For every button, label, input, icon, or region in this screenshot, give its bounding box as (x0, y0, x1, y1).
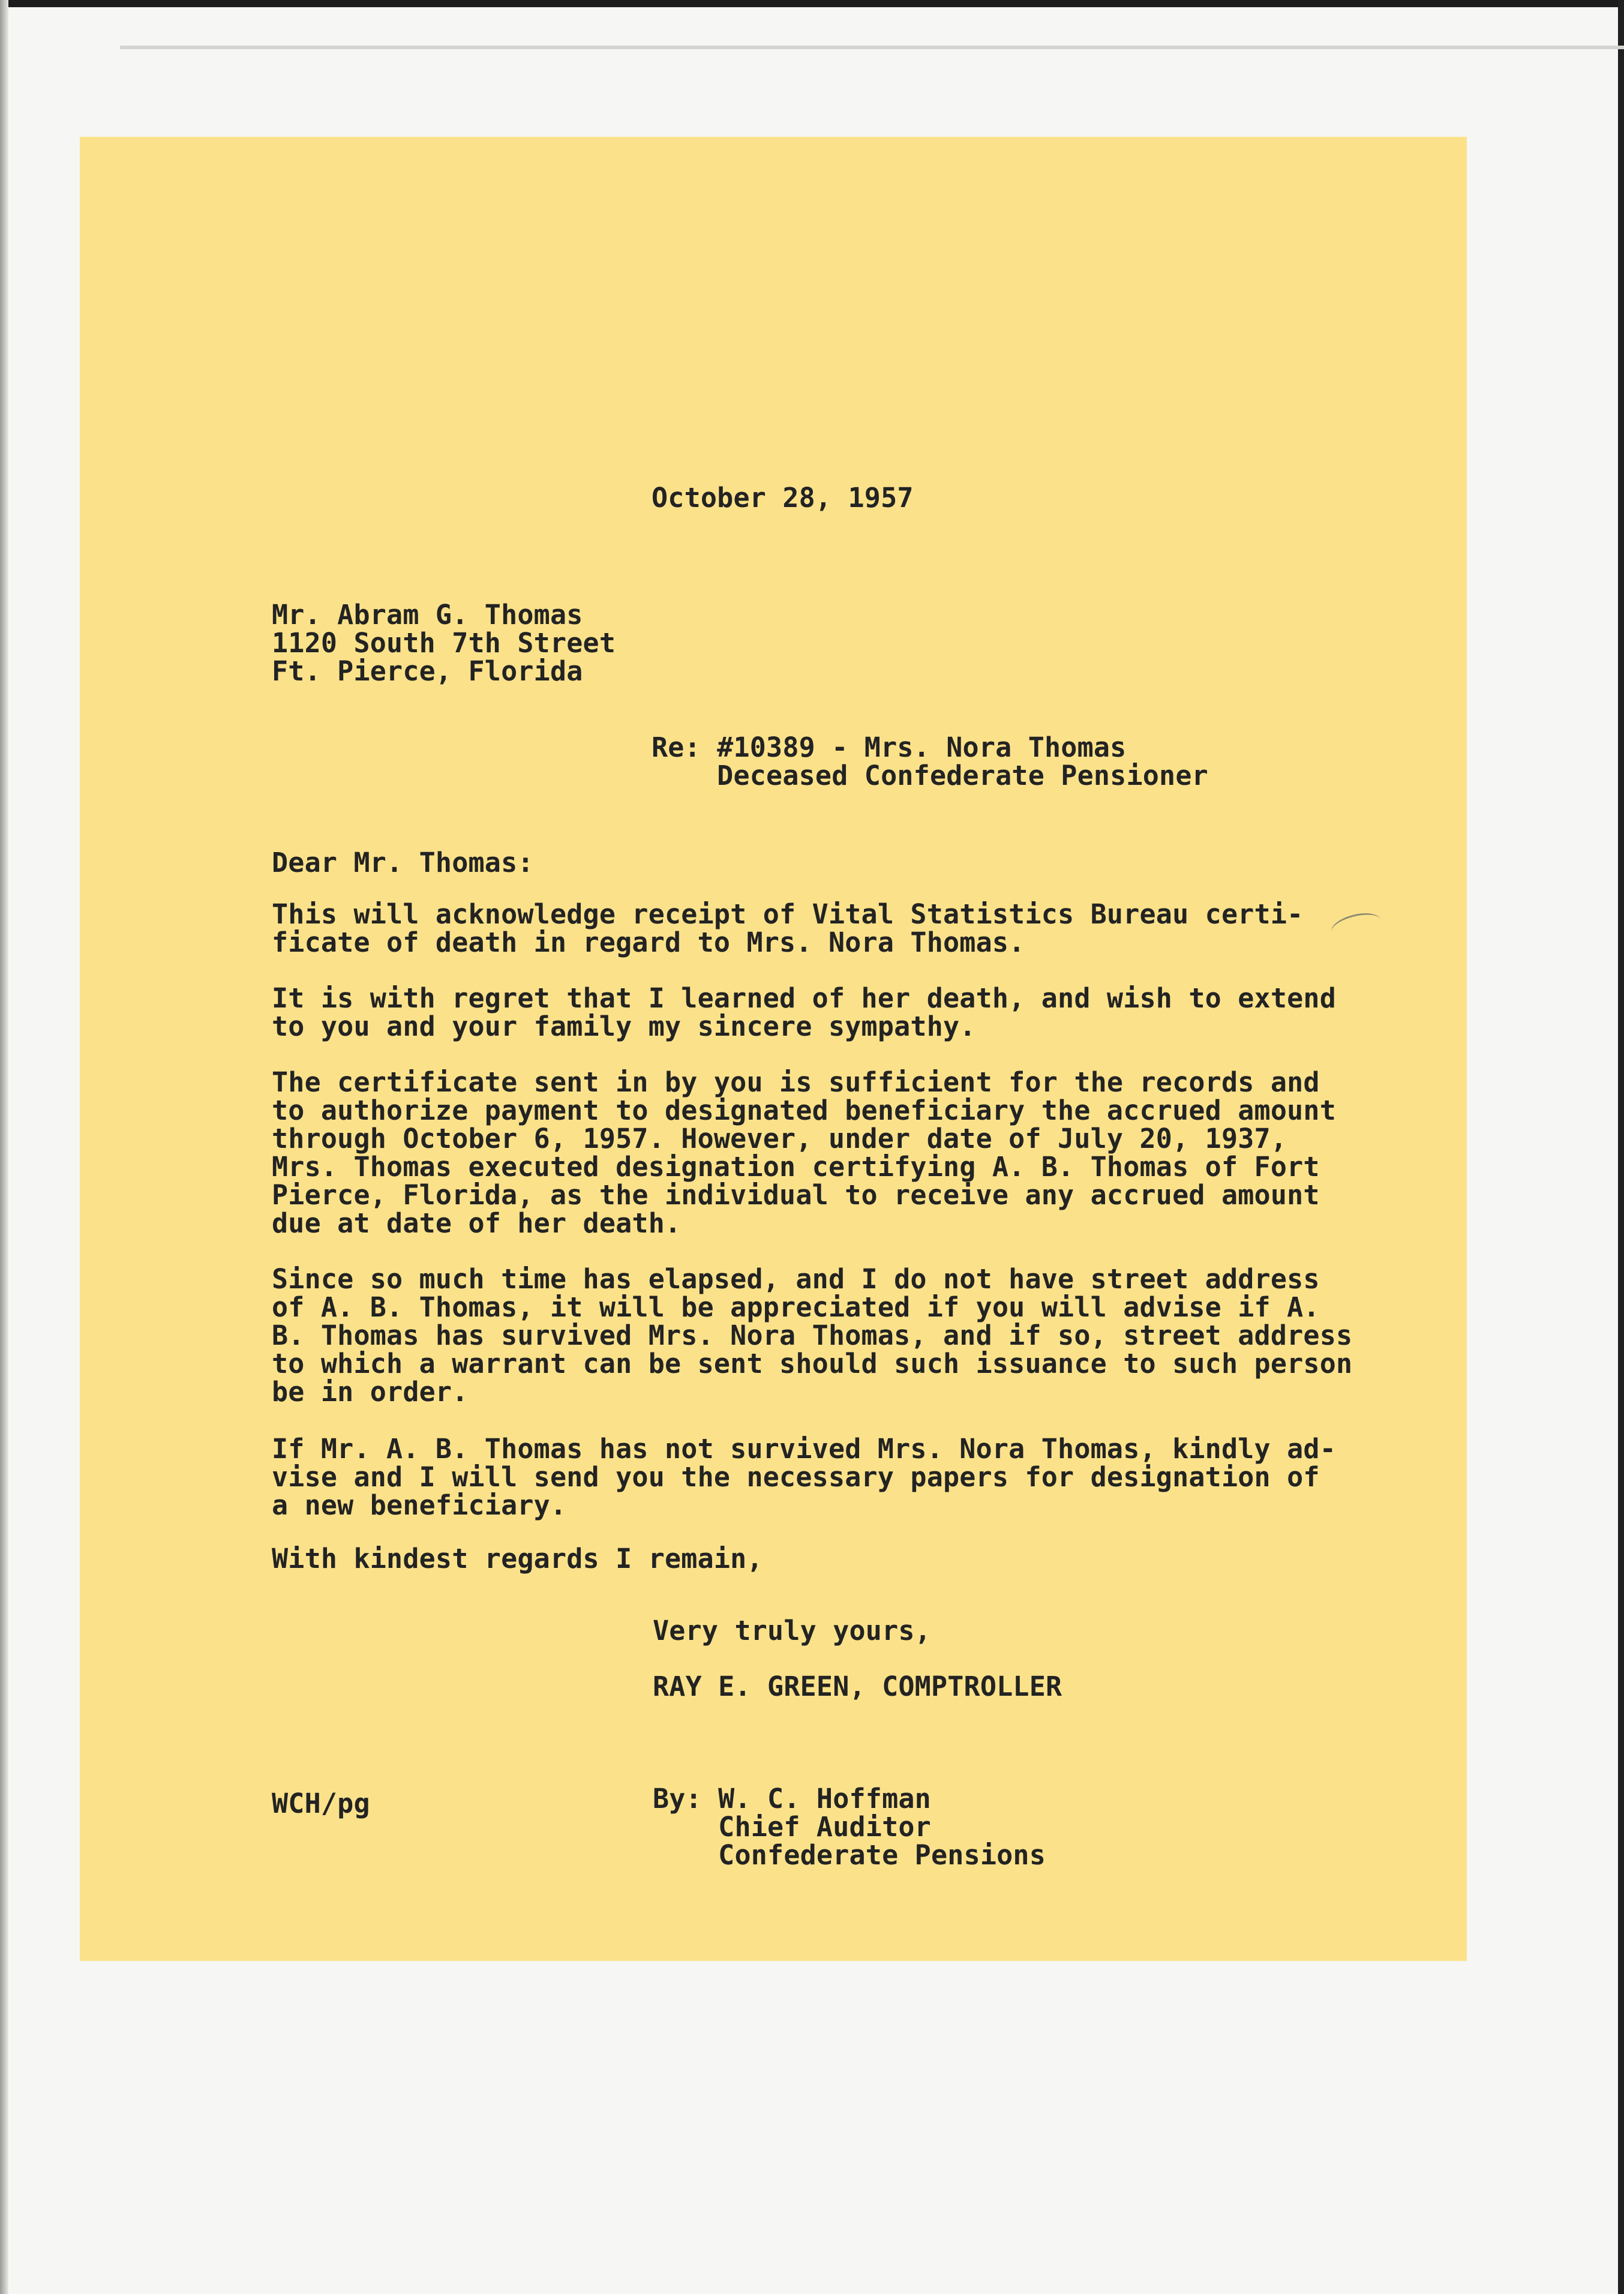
by-title: Chief Auditor (653, 1811, 931, 1843)
paragraph-line: a new beneficiary. (272, 1489, 567, 1521)
closing: Very truly yours, (653, 1615, 931, 1647)
paragraph-line: B. Thomas has survived Mrs. Nora Thomas, and if so, street address (272, 1320, 1353, 1351)
scan-top-rule (120, 46, 1624, 49)
paragraph-line: If Mr. A. B. Thomas has not survived Mrs. Nora Thomas, kindly ad- (272, 1433, 1336, 1465)
signature-block: RAY E. GREEN, COMPTROLLER (653, 1671, 1062, 1702)
recipient-city: Ft. Pierce, Florida (272, 655, 583, 687)
paragraph-line: vise and I will send you the necessary papers for designation of (272, 1461, 1320, 1493)
paragraph-line: With kindest regards I remain, (272, 1543, 763, 1575)
paragraph-line: of A. B. Thomas, it will be appreciated if you will advise if A. (272, 1291, 1320, 1323)
paragraph-line: It is with regret that I learned of her death, and wish to extend (272, 982, 1336, 1014)
paragraph-line: due at date of her death. (272, 1207, 682, 1239)
paragraph-line: Pierce, Florida, as the individual to receive any accrued amount (272, 1179, 1320, 1211)
paragraph-line: be in order. (272, 1376, 469, 1408)
reference-number: Re: #10389 - Mrs. Nora Thomas (652, 731, 1127, 763)
scan-left-edge (0, 0, 8, 2294)
paragraph-line: This will acknowledge receipt of Vital Statistics Bureau certi- (272, 898, 1304, 930)
letter-date: October 28, 1957 (652, 482, 914, 514)
reference-subject: Deceased Confederate Pensioner (652, 760, 1208, 791)
scan-top-edge (0, 0, 1624, 7)
typist-initials: WCH/pg (272, 1788, 370, 1819)
paragraph-line: to you and your family my sincere sympathy. (272, 1010, 976, 1042)
salutation: Dear Mr. Thomas: (272, 847, 534, 878)
paragraph-line: Mrs. Thomas executed designation certifying A. B. Thomas of Fort (272, 1151, 1320, 1183)
paragraph-line: through October 6, 1957. However, under date of July 20, 1937, (272, 1123, 1287, 1155)
pencil-mark (1329, 908, 1384, 943)
paragraph-line: ficate of death in regard to Mrs. Nora Thomas. (272, 926, 1025, 958)
letter-page (80, 137, 1467, 1961)
paragraph-line: The certificate sent in by you is sufficient for the records and (272, 1066, 1320, 1098)
by-name: By: W. C. Hoffman (653, 1783, 931, 1815)
recipient-street: 1120 South 7th Street (272, 627, 616, 659)
paragraph-line: Since so much time has elapsed, and I do not have street address (272, 1263, 1320, 1295)
recipient-name: Mr. Abram G. Thomas (272, 599, 583, 631)
paragraph-line: to authorize payment to designated beneficiary the accrued amount (272, 1094, 1336, 1126)
scan-right-edge (1618, 0, 1624, 2294)
paragraph-line: to which a warrant can be sent should such issuance to such person (272, 1348, 1353, 1380)
by-department: Confederate Pensions (653, 1839, 1046, 1871)
